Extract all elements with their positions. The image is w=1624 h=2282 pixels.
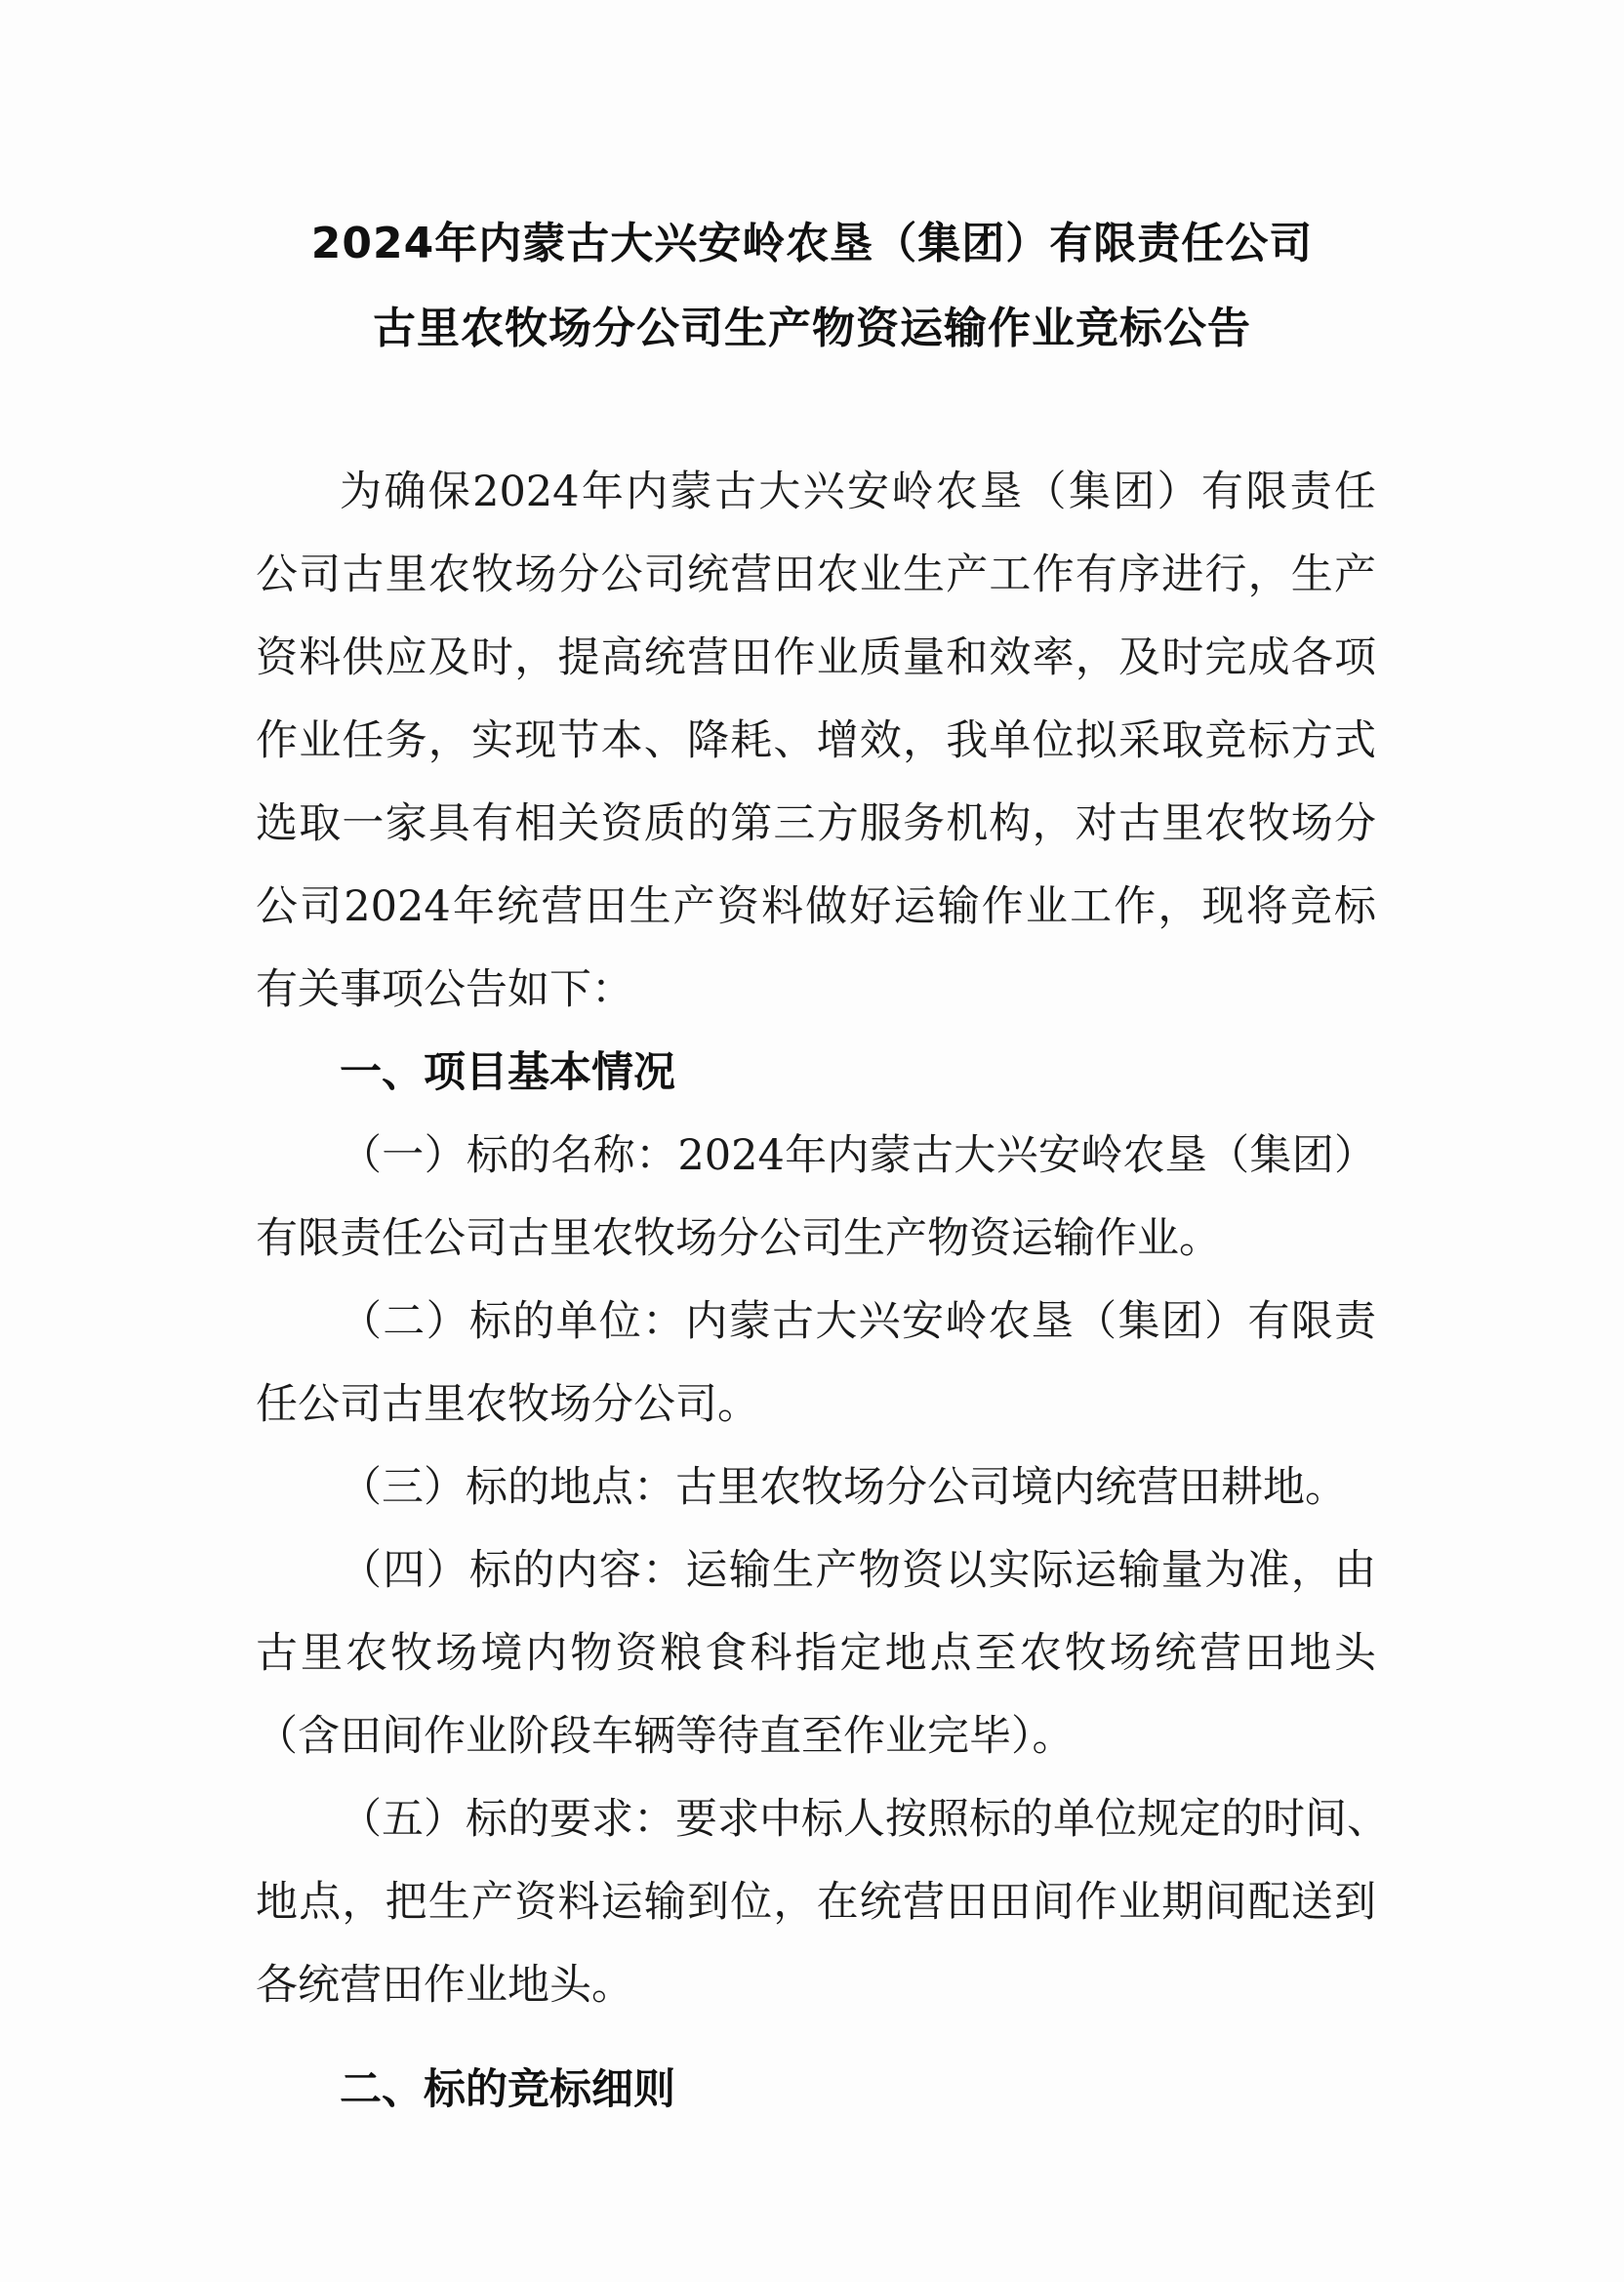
item-subject-location: [256, 1447, 1376, 1529]
item-subject-content: [256, 1529, 1376, 1778]
item-subject-name: [256, 1115, 1376, 1281]
intro-paragraph: [256, 451, 1376, 1032]
paragraph-line: 选取一家具有相关资质的第三方服务机构，对古里农牧场分: [256, 799, 1376, 848]
paragraph-line: （五）标的要求：要求中标人按照标的单位规定的时间、: [340, 1795, 1389, 1844]
paragraph-line: 古里农牧场境内物资粮食科指定地点至农牧场统营田地头: [256, 1629, 1376, 1678]
paragraph-line: 各统营田作业地头。: [256, 1961, 633, 2010]
paragraph-line: 为确保2024年内蒙古大兴安岭农垦（集团）有限责任: [340, 468, 1376, 516]
paragraph-line: （四）标的内容：运输生产物资以实际运输量为准，由: [340, 1546, 1376, 1595]
paragraph-line: 有限责任公司古里农牧场分公司生产物资运输作业。: [256, 1214, 1221, 1263]
paragraph-line: （三）标的地点：古里农牧场分公司境内统营田耕地。: [340, 1463, 1347, 1512]
paragraph-line: （含田间作业阶段车辆等待直至作业完毕）。: [256, 1712, 1075, 1761]
document-body: [256, 451, 1389, 2132]
paragraph-line: 地点，把生产资料运输到位，在统营田田间作业期间配送到: [256, 1878, 1376, 1927]
paragraph-line: 任公司古里农牧场分公司。: [256, 1380, 759, 1429]
paragraph-line: 作业任务，实现节本、降耗、增效，我单位拟采取竞标方式: [256, 716, 1376, 765]
document-title-line-1: 2024年内蒙古大兴安岭农垦（集团）有限责任公司: [310, 219, 1314, 268]
spacer: [256, 2027, 1376, 2049]
section-heading-2: 二、标的竞标细则: [340, 2065, 675, 2114]
paragraph-line: （一）标的名称：2024年内蒙古大兴安岭农垦（集团）: [340, 1131, 1376, 1180]
paragraph-line: （二）标的单位：内蒙古大兴安岭农垦（集团）有限责: [340, 1297, 1376, 1346]
item-subject-requirements: [256, 1778, 1389, 2027]
paragraph-line: 有关事项公告如下：: [256, 965, 633, 1014]
section-heading-1: 一、项目基本情况: [340, 1048, 675, 1097]
item-subject-unit: [256, 1281, 1376, 1447]
paragraph-line: 资料供应及时，提高统营田作业质量和效率，及时完成各项: [256, 633, 1376, 682]
paragraph-line: 公司2024年统营田生产资料做好运输作业工作，现将竞标: [256, 882, 1376, 931]
paragraph-line: 公司古里农牧场分公司统营田农业生产工作有序进行，生产: [256, 550, 1376, 599]
document-title-line-2: 古里农牧场分公司生产物资运输作业竞标公告: [373, 304, 1251, 353]
